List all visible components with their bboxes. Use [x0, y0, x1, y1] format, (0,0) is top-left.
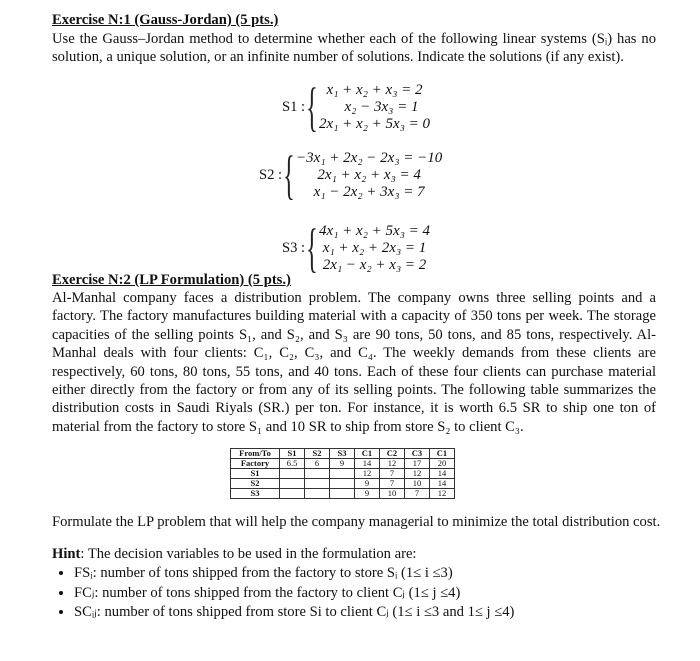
table-cell: 9	[355, 489, 380, 499]
table-cell	[305, 469, 330, 479]
table-cell: 17	[405, 459, 430, 469]
table-row	[231, 479, 455, 489]
table-cell: 9	[330, 459, 355, 469]
brace-icon: {	[306, 218, 318, 278]
exercise-1-title: Exercise N:1 (Gauss-Jordan) (5 pts.)	[52, 12, 279, 28]
hint	[52, 546, 417, 563]
exercise-2-title: Exercise N:2 (LP Formulation) (5 pts.)	[52, 272, 291, 288]
equation: x₁ + x₂ + x₃ = 2	[326, 81, 423, 98]
table-cell: 7	[405, 489, 430, 499]
header-cell: C1	[355, 449, 380, 459]
equation: x₁ − 2x₂ + 3x₃ = 7	[313, 183, 425, 200]
table-cell	[330, 489, 355, 499]
system-s3	[282, 218, 431, 278]
table-cell	[330, 479, 355, 489]
system-label: S1 :	[282, 98, 306, 115]
table-cell: 12	[405, 469, 430, 479]
table-cell	[280, 469, 305, 479]
table-cell: 9	[355, 479, 380, 489]
hint-label: Hint	[52, 546, 81, 562]
list-item: • FSᵢ: number of tons shipped from the factory to store Sᵢ (1≤ i ≤3)	[74, 564, 514, 584]
table-cell: 10	[405, 479, 430, 489]
table-cell: 7	[380, 469, 405, 479]
equation: 2x₁ + x₂ + 5x₃ = 0	[319, 115, 431, 132]
brace-icon: {	[283, 145, 295, 205]
table-cell	[305, 479, 330, 489]
table-header-row	[231, 449, 455, 459]
equation: x₂ − 3x₃ = 1	[344, 98, 419, 115]
system-s2	[259, 145, 443, 205]
table-cell	[330, 469, 355, 479]
table-cell: 12	[430, 489, 455, 499]
table-cell: 20	[430, 459, 455, 469]
brace-icon: {	[306, 77, 318, 137]
list-item: • FCⱼ: number of tons shipped from the factory to client Cⱼ (1≤ j ≤4)	[74, 584, 514, 604]
table-cell: S2	[231, 479, 280, 489]
table-cell: S1	[231, 469, 280, 479]
header-cell: S2	[305, 449, 330, 459]
header-cell: S1	[280, 449, 305, 459]
equation: x₁ + x₂ + 2x₃ = 1	[322, 239, 427, 256]
equation: 4x₁ + x₂ + 5x₃ = 4	[319, 222, 431, 239]
table-cell: 12	[355, 469, 380, 479]
table-cell: 14	[430, 479, 455, 489]
equation: 2x₁ + x₂ + x₃ = 4	[317, 166, 421, 183]
table-cell	[280, 479, 305, 489]
table-cell	[280, 489, 305, 499]
hint-list	[52, 564, 514, 623]
formulate-text: Formulate the LP problem that will help the company managerial to minimize the total distribution cost.	[52, 514, 661, 530]
list-item: • SCᵢⱼ: number of tons shipped from store Si to client Cⱼ (1≤ i ≤3 and 1≤ j ≤4)	[74, 603, 514, 623]
system-s1	[282, 77, 431, 137]
table-cell: 10	[380, 489, 405, 499]
table-row	[231, 469, 455, 479]
header-cell: C3	[405, 449, 430, 459]
table-cell: 14	[430, 469, 455, 479]
exercise-1-text: Use the Gauss–Jordan method to determine whether each of the following linear systems (Sᵢ) has no solution, a unique solution, or an infinite number of solutions. Indicate the solutions (if any exist).	[52, 31, 656, 66]
exercise-2-text: Al-Manhal company faces a distribution problem. The company owns three selling points and a factory. The factory manufactures building material with a capacity of 350 tons per week. The storage capacities of the selling points S₁, and S₂, and S₃ are 90 tons, 50 tons, and 85 tons, respectively. Al-Manhal deals with four clients: C₁, C₂, C₃, and C₄. The weekly demands from these clients are respectively, 60 tons, 80 tons, 55 tons, and 40 tons. Each of these four clients can purchase material either directly from the factory or from any of its selling points. The following table summarizes the distribution costs in Saudi Riyals (SR.) per ton. For instance, it is worth 6.5 SR to ship one ton of material from the factory to store S₁ and 10 SR to ship from store S₂ to client C₃.	[52, 290, 656, 435]
equation: −3x₁ + 2x₂ − 2x₃ = −10	[296, 149, 443, 166]
system-label: S3 :	[282, 239, 306, 256]
table-cell	[305, 489, 330, 499]
equation: 2x₁ − x₂ + x₃ = 2	[322, 256, 427, 273]
header-cell: From/To	[231, 449, 280, 459]
table-row	[231, 489, 455, 499]
header-cell: S3	[330, 449, 355, 459]
table-cell: 14	[355, 459, 380, 469]
table-cell: 6.5	[280, 459, 305, 469]
table-cell: S3	[231, 489, 280, 499]
table-row	[231, 459, 455, 469]
system-label: S2 :	[259, 166, 283, 183]
table-cell: 7	[380, 479, 405, 489]
header-cell: C2	[380, 449, 405, 459]
table-cell: 6	[305, 459, 330, 469]
cost-table	[230, 448, 455, 499]
hint-text: : The decision variables to be used in the formulation are:	[80, 546, 417, 562]
table-cell: Factory	[231, 459, 280, 469]
table-cell: 12	[380, 459, 405, 469]
header-cell: C1	[430, 449, 455, 459]
